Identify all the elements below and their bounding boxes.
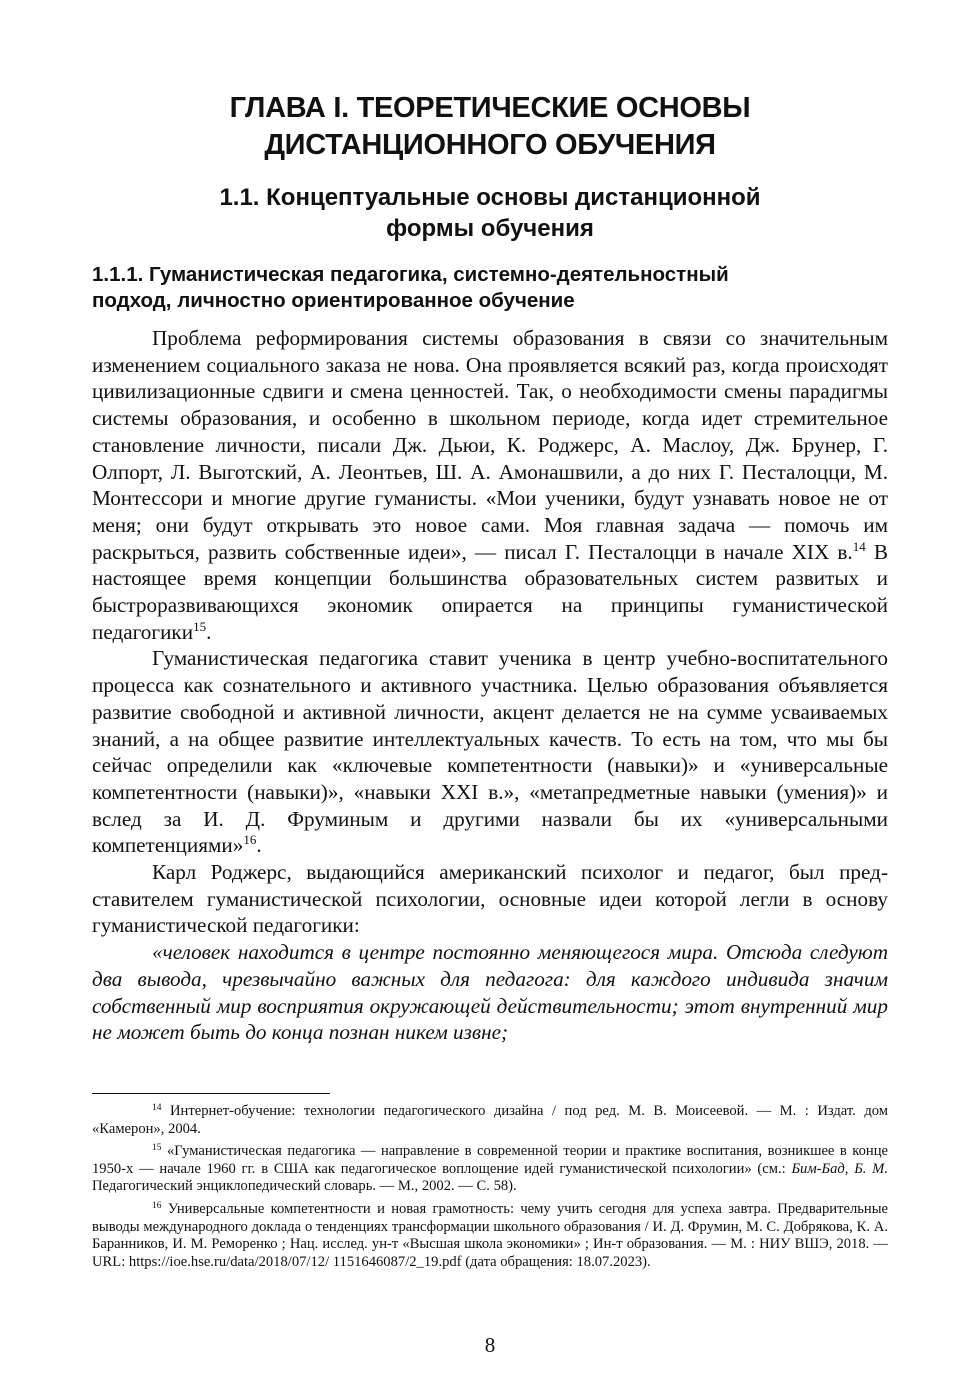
- footnote-15-author: Бим-Бад, Б. М.: [791, 1160, 888, 1177]
- quote-text: «человек находится в центре постоянно меняющегося мира. Отсюда следуют два вывода, чрезвычайно важных для педагога: для каждого индивида значим собственный мир восприятия окружающей действительности; этот внутренний мир не может быть до конца познан никем извне;: [92, 940, 888, 1045]
- chapter-title-line-2: ДИСТАНЦИОННОГО ОБУЧЕНИЯ: [264, 129, 716, 161]
- body-text: [92, 325, 888, 1046]
- footnote-16-url[interactable]: https://ioe.hse.ru/data/2018/07/12/ 1151646087/2_19.pdf: [128, 1253, 462, 1270]
- paragraph-2-end: .: [256, 833, 262, 858]
- paragraph-2: [92, 645, 888, 859]
- paragraph-2-text: Гуманистическая педагогика ставит ученика в центр учебно-воспитательного процесса как сознательного и активного участника. Целью образования объявляется развитие свободной и активной личности, акцент делается не на сумме усваиваемых знаний, а на общее развитие интеллектуальных качеств. То есть на том, что мы бы сейчас определили как «ключевые компетентности (навыки)» и «универсальные компетентности (навыки)», «навыки XXI в.», «метапредметные навыки (умения)» и вслед за И. Д. Фруминым и другими назвали бы их «универсальными компетенциями»: [92, 646, 888, 858]
- quote-paragraph: [92, 939, 888, 1046]
- footnote-16-rest: (дата обращения: 18.07.2023).: [461, 1253, 651, 1270]
- footnote-ref-16[interactable]: 16: [243, 832, 257, 848]
- subsection-title-line-2: подход, личностно ориентированное обучение: [92, 289, 575, 312]
- paragraph-1-text: Проблема реформирования системы образования в связи со значительным изменением социального заказа не нова. Она проявляется всякий раз, когда происходят цивилизационные сдвиги и смена ценностей. Так, о необходимости смены парадигмы системы образования, и особенно в школьном периоде, когда идет стремительное становление личности, писали Дж. Дьюи, К. Роджерс, А. Маслоу, Дж. Брунер, Г. Олпорт, Л. Выготский, А. Леонтьев, Ш. А. Амонашвили, а до них Г. Песталоцци, М. Монтессори и многие другие гуманисты. «Мои ученики, будут узнавать новое не от меня; они будут открывать это новое сами. Моя главная задача — помочь им раскрыться, развить собственные идеи», — писал Г. Песталоцци в начале XIX в.: [92, 326, 888, 564]
- footnote-15: [92, 1143, 888, 1196]
- footnote-15-text: «Гуманистическая педагогика — направление в современной теории и практике воспитания, возникшее в конце 1950-х — начале 1960 гг. в США как педагогическое воплощение идей гуманистической психологии» (см.:: [92, 1143, 888, 1177]
- subsection-title-line-1: 1.1.1. Гуманистическая педагогика, системно-деятельностный: [92, 263, 729, 286]
- footnote-14: [92, 1103, 888, 1138]
- footnote-14-number: 14: [152, 1103, 162, 1113]
- section-title-line-2: формы обучения: [386, 215, 594, 242]
- footnote-ref-15[interactable]: 15: [193, 618, 207, 634]
- footnote-ref-14[interactable]: 14: [852, 538, 866, 554]
- footnote-16-number: 16: [152, 1200, 162, 1211]
- footnote-15-number: 15: [152, 1143, 162, 1154]
- footnote-14-text: Интернет-обучение: технологии педагогического дизайна / под ред. М. В. Моисеевой. — М. : Издат. дом «Камерон», 2004.: [92, 1103, 888, 1137]
- paragraph-1: [92, 325, 888, 645]
- section-title-line-1: 1.1. Концептуальные основы дистанционной: [219, 184, 761, 211]
- paragraph-3-text: Карл Роджерс, выдающийся американский психолог и педагог, был представителем гуманистической психологии, основные идеи которой легли в основу гуманистической педагогики:: [92, 860, 888, 938]
- footnote-15-rest: Педагогический энциклопедический словарь. — М., 2002. — С. 58).: [92, 1178, 517, 1195]
- page-number: 8: [484, 1333, 496, 1357]
- section-title: [92, 182, 888, 244]
- paragraph-1-text-cont: В настоящее время концепции большинства образовательных систем развитых и быстроразвивающихся экономик опирается на принципы гуманистической педагогики: [92, 539, 888, 644]
- footnote-16: [92, 1201, 888, 1271]
- paragraph-3: [92, 859, 888, 939]
- subsection-title: [92, 262, 888, 314]
- footnote-separator: [92, 1093, 330, 1094]
- footnote-16-text: Универсальные компетентности и новая грамотность: чему учить сегодня для успеха завтра. Предварительные выводы международного доклада о тенденциях трансформации школьного образования / И. Д. Фрумин, М. С. Добрякова, К. А. Баранников, И. М. Реморенко ; Нац. исслед. ун-т «Высшая школа экономики» ; Ин-т образования. — М. : НИУ ВШЭ, 2018. — URL:: [92, 1200, 888, 1270]
- chapter-title: [92, 90, 888, 164]
- chapter-title-line-1: ГЛАВА I. ТЕОРЕТИЧЕСКИЕ ОСНОВЫ: [229, 92, 751, 124]
- paragraph-1-end: .: [206, 619, 212, 644]
- footnotes: [92, 1103, 888, 1276]
